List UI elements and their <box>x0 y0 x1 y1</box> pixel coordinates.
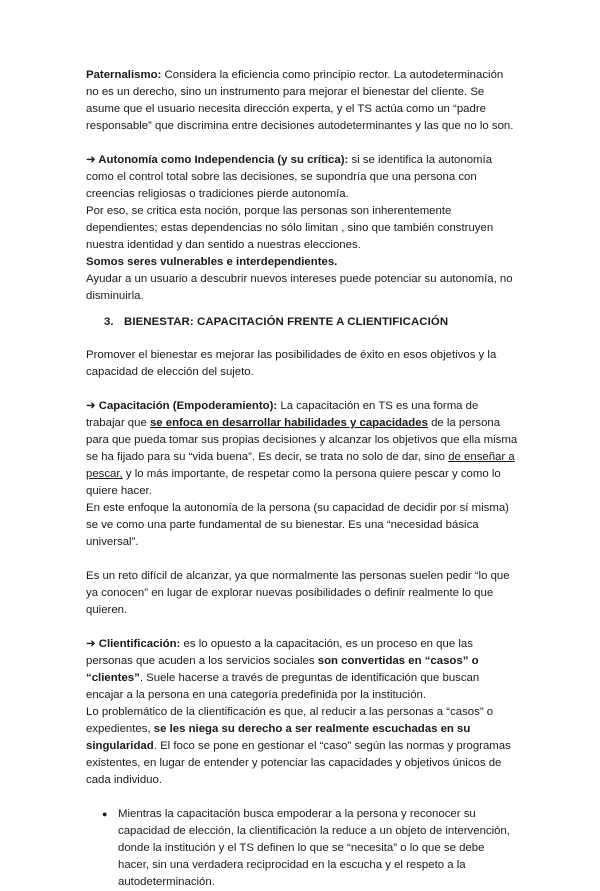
term-capacitacion: Capacitación (Empoderamiento): <box>95 400 278 412</box>
paragraph-paternalismo: Paternalismo: Considera la eficiencia como principio rector. La autodeterminación no es un derecho, sino un instrumento para mejorar el bienestar del cliente. Se asume que el usuario necesita dirección experta, y el TS actúa como un “padre responsable” que discrimina entre decisiones autodeterminantes y las que no lo son. <box>86 69 514 132</box>
heading-number: 3. <box>104 316 114 328</box>
arrow-icon: ➜ <box>86 638 96 650</box>
list-item: ● Mientras la capacitación busca empoderar a la persona y reconocer su capacidad de elección, la clientificación la reduce a un objeto de intervención, donde la institución y el TS definen lo que se “necesita” o lo que se debe hacer, sin una verdadera reciprocidad en la escucha y el respeto a la autodeterminación. <box>102 808 510 888</box>
paragraph-clientificacion: ➜ Clientificación: es lo opuesto a la capacitación, es un proceso en que las personas que acuden a los servicios sociales son convertidas en “casos” o “clientes”. Suele hacerse a través de preguntas de identificación que buscan encajar a la persona en una categoría predefinida por la institución. <box>86 638 480 701</box>
paragraph-potenciar: Ayudar a un usuario a descubrir nuevos intereses puede potenciar su autonomía, no disminuirla. <box>86 273 513 302</box>
term-paternalismo: Paternalismo: <box>86 69 162 81</box>
arrow-icon: ➜ <box>86 400 96 412</box>
underlined-habilidades: se enfoca en desarrollar habilidades y capacidades <box>149 417 428 429</box>
bullet-icon: ● <box>102 809 108 819</box>
term-autonomia: Autonomía como Independencia (y su crítica): <box>95 154 349 166</box>
paragraph-problematico: Lo problemático de la clientificación es que, al reducir a las personas a “casos” o expedientes, se les niega su derecho a ser realmente escuchadas en su singularidad. El foco se pone en gestionar el “caso” según las normas y programas existentes, en lugar de entender y potenciar las capacidades y objetivos únicos de cada individuo. <box>86 706 511 786</box>
paragraph-capacitacion: ➜ Capacitación (Empoderamiento): La capacitación en TS es una forma de trabajar que se enfoca en desarrollar habilidades y capacidades de la persona para que pueda tomar sus propias decisiones y alcanzar los objetivos que ella misma se ha fijado para su “vida buena”. Es decir, se trata no solo de dar, sino de enseñar a pescar, y lo más importante, de respetar como la persona quiere pescar y como lo quiere hacer. <box>86 400 518 497</box>
underlined-pescar: de enseñar a pescar, <box>86 451 515 480</box>
paragraph-enfoque: En este enfoque la autonomía de la persona (su capacidad de decidir por sí misma) se ve como una parte fundamental de su bienestar. Es una “necesidad básica universal”. <box>86 502 509 548</box>
section-heading <box>104 314 518 331</box>
paragraph-autonomia: ➜ Autonomía como Independencia (y su crítica): si se identifica la autonomía como el control total sobre las decisiones, se supondría que una persona con creencias religiosas o tradiciones pierde autonomía. <box>86 154 493 200</box>
term-clientificacion: Clientificación: <box>95 638 181 650</box>
paragraph-autonomia-critica: Por eso, se critica esta noción, porque las personas son inherentemente dependientes; estas dependencias no sólo limitan , sino que también construyen nuestra identidad y dan sentido a nuestras elecciones. <box>86 205 494 251</box>
arrow-icon: ➜ <box>86 154 96 166</box>
document-body <box>86 67 518 891</box>
paragraph-reto: Es un reto difícil de alcanzar, ya que normalmente las personas suelen pedir “lo que ya conocen” en lugar de explorar nuevas posibilidades o definir realmente lo que quieren. <box>86 570 510 616</box>
heading-title: BIENESTAR: CAPACITACIÓN FRENTE A CLIENTIFICACIÓN <box>124 316 449 328</box>
paragraph-intro: Promover el bienestar es mejorar las posibilidades de éxito en esos objetivos y la capacidad de elección del sujeto. <box>86 349 497 378</box>
paragraph-vulnerables: Somos seres vulnerables e interdependientes. <box>86 256 338 268</box>
